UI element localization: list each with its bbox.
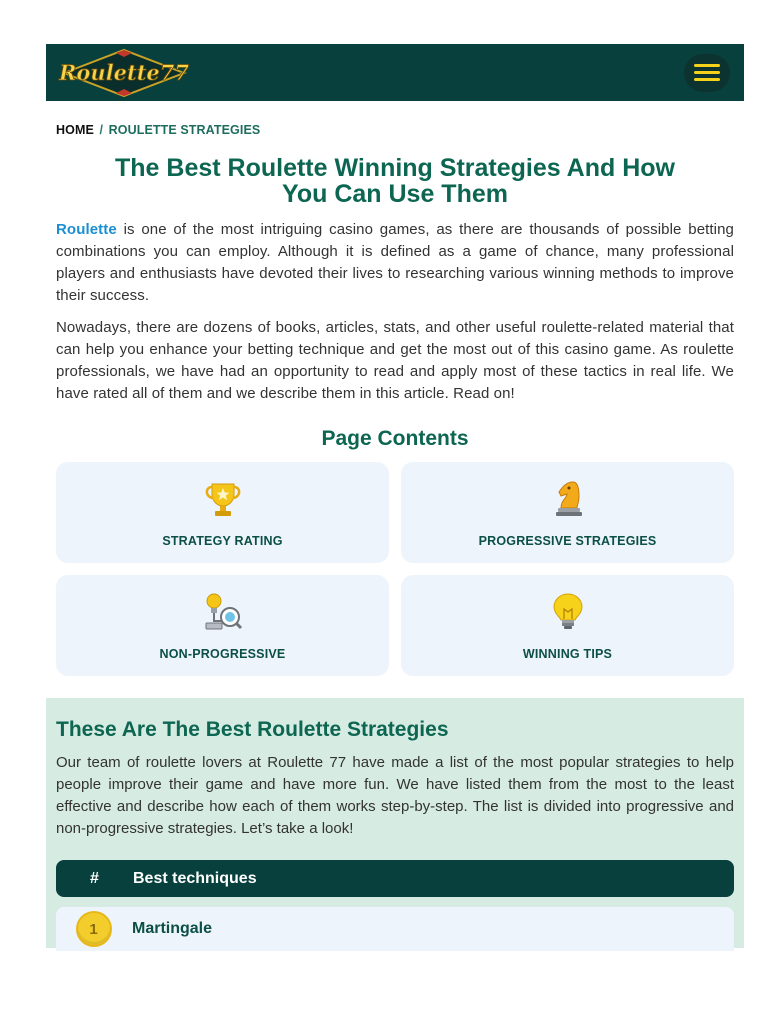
contents-card-label: WINNING TIPS xyxy=(522,647,613,661)
table-header-techniques: Best techniques xyxy=(133,869,257,887)
strategies-table-header xyxy=(56,860,734,897)
chess-knight-icon xyxy=(547,478,589,520)
strategy-idea-icon xyxy=(202,591,244,633)
logo-text: Roulette77 xyxy=(58,59,190,85)
page xyxy=(46,44,744,972)
main-content xyxy=(46,123,744,676)
page-contents-title: Page Contents xyxy=(321,427,469,450)
site-header xyxy=(46,44,744,101)
technique-name: Martingale xyxy=(132,920,213,937)
contents-card-strategy-rating[interactable] xyxy=(56,462,389,563)
lightbulb-icon xyxy=(547,591,589,633)
trophy-icon xyxy=(202,478,244,520)
page-contents-grid xyxy=(56,462,734,676)
rank-cell xyxy=(56,911,131,947)
contents-card-non-progressive[interactable] xyxy=(56,575,389,676)
intro-paragraph xyxy=(56,219,734,307)
hamburger-icon-bar xyxy=(694,71,720,74)
contents-card-label: PROGRESSIVE STRATEGIES xyxy=(478,534,657,548)
contents-card-progressive-strategies[interactable] xyxy=(401,462,734,563)
second-paragraph: Nowadays, there are dozens of books, articles, stats, and other useful roulette-related material that can help you enhance your betting technique and get the most out of this casino game. As roulette professionals, we have had an opportunity to read and apply most of these tactics in real life. We have rated all of them and we describe them in this article. Read on! xyxy=(56,319,734,402)
page-title: The Best Roulette Winning Strategies And How You Can Use Them xyxy=(115,154,675,208)
contents-card-label: NON-PROGRESSIVE xyxy=(159,647,286,661)
rank-badge: 1 xyxy=(76,911,112,947)
table-row[interactable] xyxy=(56,907,734,951)
best-strategies-section xyxy=(46,698,744,948)
breadcrumb-home-link[interactable]: HOME xyxy=(56,123,94,137)
intro-text: is one of the most intriguing casino games, as there are thousands of possible betting combinations you can employ. Although it is defined as a game of chance, many professional players and enthusiasts have devoted their lives to researching various winning methods to improve their success. xyxy=(56,221,734,304)
best-strategies-title: These Are The Best Roulette Strategies xyxy=(56,718,449,741)
hamburger-icon xyxy=(694,64,720,67)
contents-card-winning-tips[interactable] xyxy=(401,575,734,676)
roulette-link[interactable]: Roulette xyxy=(56,221,117,238)
breadcrumb xyxy=(56,123,734,137)
hamburger-icon-bar xyxy=(694,78,720,81)
breadcrumb-separator: / xyxy=(99,123,104,137)
best-strategies-description: Our team of roulette lovers at Roulette 77 have made a list of the most popular strategies to help people improve their game and have more fun. We have listed them from the most to the least effective and describe how each of them works step-by-step. The list is divided into progressive and non-progressive strategies. Let’s take a look! xyxy=(56,754,734,837)
breadcrumb-current: ROULETTE STRATEGIES xyxy=(108,123,261,137)
table-header-number: # xyxy=(90,869,99,887)
roulette77-logo xyxy=(56,47,192,99)
site-logo[interactable] xyxy=(56,48,192,98)
menu-button[interactable] xyxy=(684,54,730,92)
contents-card-label: STRATEGY RATING xyxy=(162,534,283,548)
